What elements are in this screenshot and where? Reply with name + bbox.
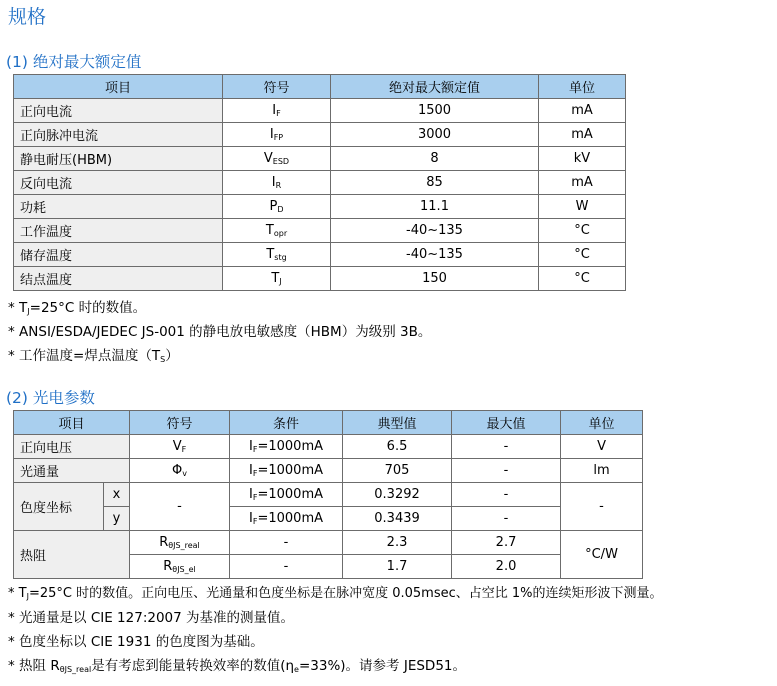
table-header-row	[14, 75, 626, 99]
item-cell: 工作温度	[14, 219, 223, 243]
unit-cell: V	[561, 435, 643, 459]
col-header: 符号	[130, 411, 230, 435]
item-cell: 储存温度	[14, 243, 223, 267]
page-title: 规格	[8, 6, 47, 28]
unit-cell: mA	[539, 123, 626, 147]
table-row	[14, 483, 643, 507]
symbol-cell: $R_{\theta JS\_real}$	[130, 531, 230, 555]
item-cell: 热阻	[14, 531, 130, 579]
condition-cell: $I_F=1000mA$	[230, 435, 343, 459]
table-row	[14, 195, 626, 219]
col-header: 最大值	[452, 411, 561, 435]
symbol-cell: $T_J$	[223, 267, 331, 291]
table-row	[14, 267, 626, 291]
table-row	[14, 219, 626, 243]
item-cell: 正向电压	[14, 435, 130, 459]
chroma-y-label: y	[104, 507, 130, 531]
absolute-max-table	[13, 74, 626, 291]
footnote: * 色度坐标以 CIE 1931 的色度图为基础。	[8, 634, 264, 650]
table-row	[14, 243, 626, 267]
value-cell: 85	[331, 171, 539, 195]
max-cell: -	[452, 483, 561, 507]
chroma-x-label: x	[104, 483, 130, 507]
unit-cell: mA	[539, 99, 626, 123]
footnote: * ANSI/ESDA/JEDEC JS-001 的静电放电敏感度（HBM）为级别 3B。	[8, 324, 432, 340]
item-cell: 功耗	[14, 195, 223, 219]
table-row	[14, 147, 626, 171]
unit-cell: lm	[561, 459, 643, 483]
footnote: * $T_J=25^\circ C$ 时的数值。正向电压、光通量和色度坐标是在脉冲宽度 0.05msec、占空比 1%的连续矩形波下测量。	[8, 586, 663, 601]
unit-cell: °C	[539, 243, 626, 267]
symbol-cell: $T_{opr}$	[223, 219, 331, 243]
symbol-cell: $T_{stg}$	[223, 243, 331, 267]
item-cell: 反向电流	[14, 171, 223, 195]
unit-cell: -	[561, 483, 643, 531]
typical-cell: 6.5	[343, 435, 452, 459]
value-cell: -40~135	[331, 219, 539, 243]
symbol-cell: -	[130, 483, 230, 531]
symbol-cell: $V_F$	[130, 435, 230, 459]
symbol-cell: $I_{FP}$	[223, 123, 331, 147]
footnote: * 工作温度=焊点温度$(T_S)$	[8, 348, 179, 364]
section2-heading: (2) 光电参数	[6, 389, 95, 407]
footnote: * 光通量是以 CIE 127:2007 为基准的测量值。	[8, 610, 295, 626]
value-cell: 3000	[331, 123, 539, 147]
value-cell: -40~135	[331, 243, 539, 267]
typical-cell: 705	[343, 459, 452, 483]
symbol-cell: $I_F$	[223, 99, 331, 123]
table-header-row	[14, 411, 643, 435]
max-cell: -	[452, 507, 561, 531]
unit-cell: °C	[539, 267, 626, 291]
col-header: 项目	[14, 411, 130, 435]
col-header: 符号	[223, 75, 331, 99]
col-header: 典型值	[343, 411, 452, 435]
table-row	[14, 459, 643, 483]
typical-cell: 1.7	[343, 555, 452, 579]
value-cell: 1500	[331, 99, 539, 123]
col-header: 单位	[561, 411, 643, 435]
table-row	[14, 435, 643, 459]
footnote: * $T_J=25^\circ C$ 时的数值。	[8, 300, 147, 316]
symbol-cell: $R_{\theta JS\_el}$	[130, 555, 230, 579]
table-row	[14, 99, 626, 123]
condition-cell: $I_F=1000mA$	[230, 459, 343, 483]
max-cell: 2.0	[452, 555, 561, 579]
unit-cell: W	[539, 195, 626, 219]
value-cell: 11.1	[331, 195, 539, 219]
typical-cell: 0.3439	[343, 507, 452, 531]
table-row	[14, 531, 643, 555]
item-cell: 结点温度	[14, 267, 223, 291]
unit-cell: kV	[539, 147, 626, 171]
symbol-cell: $\Phi_v$	[130, 459, 230, 483]
table-row	[14, 171, 626, 195]
symbol-cell: $V_{ESD}$	[223, 147, 331, 171]
symbol-cell: $I_R$	[223, 171, 331, 195]
unit-cell: °C	[539, 219, 626, 243]
item-cell: 光通量	[14, 459, 130, 483]
symbol-cell: $P_D$	[223, 195, 331, 219]
unit-cell: mA	[539, 171, 626, 195]
col-header: 项目	[14, 75, 223, 99]
table-row	[14, 123, 626, 147]
condition-cell: $I_F=1000mA$	[230, 483, 343, 507]
table-row	[14, 507, 643, 531]
value-cell: 8	[331, 147, 539, 171]
typical-cell: 2.3	[343, 531, 452, 555]
value-cell: 150	[331, 267, 539, 291]
item-cell: 正向电流	[14, 99, 223, 123]
item-cell: 静电耐压(HBM)	[14, 147, 223, 171]
optoelectronic-table	[13, 410, 643, 579]
condition-cell: -	[230, 555, 343, 579]
item-cell: 正向脉冲电流	[14, 123, 223, 147]
condition-cell: $I_F=1000mA$	[230, 507, 343, 531]
unit-cell: °C/W	[561, 531, 643, 579]
section1-heading: (1) 绝对最大额定值	[6, 53, 142, 71]
max-cell: -	[452, 435, 561, 459]
col-header: 单位	[539, 75, 626, 99]
col-header: 条件	[230, 411, 343, 435]
condition-cell: -	[230, 531, 343, 555]
typical-cell: 0.3292	[343, 483, 452, 507]
item-cell: 色度坐标	[14, 483, 104, 531]
max-cell: -	[452, 459, 561, 483]
col-header: 绝对最大额定值	[331, 75, 539, 99]
max-cell: 2.7	[452, 531, 561, 555]
footnote: * 热阻 $R_{\theta JS\_real}$是有考虑到能量转换效率的数值$(\eta_e=33\%)$。请参考 JESD51。	[8, 658, 466, 674]
